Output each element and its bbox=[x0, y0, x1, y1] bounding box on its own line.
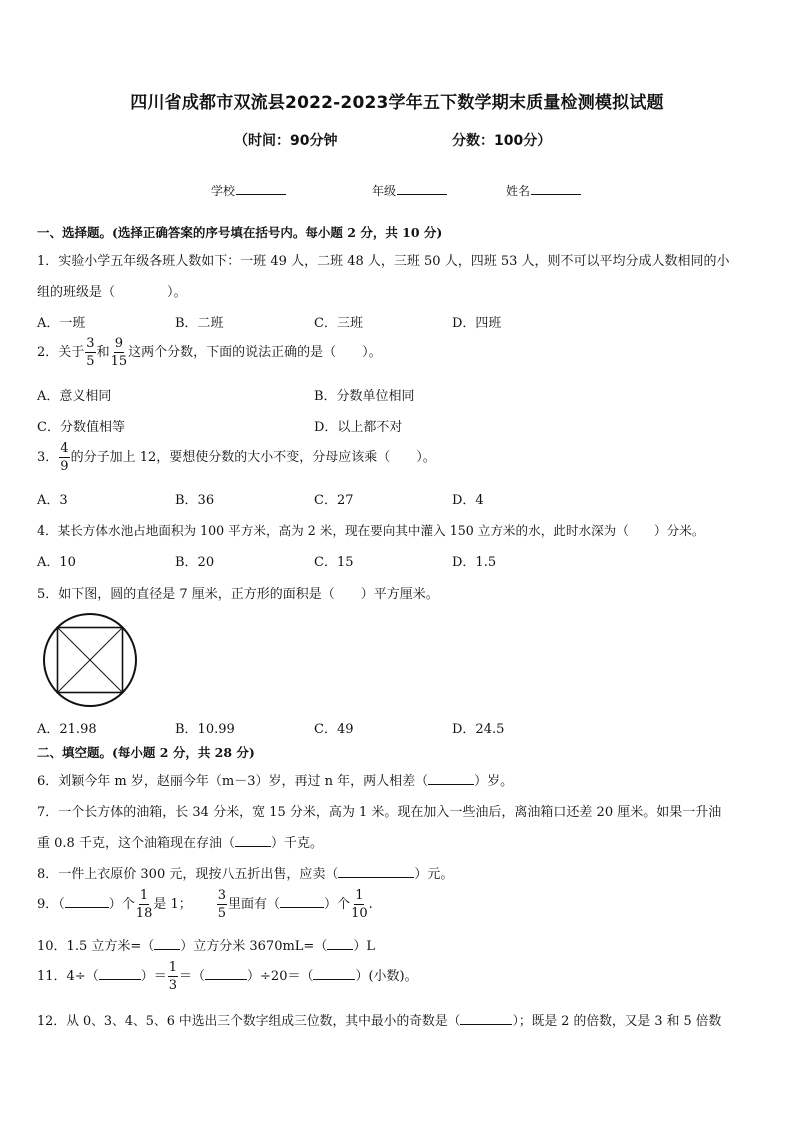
q9-text: ）个 bbox=[108, 897, 135, 912]
q11-stem bbox=[37, 961, 418, 992]
school-field bbox=[211, 182, 286, 199]
q2-stem bbox=[37, 337, 382, 368]
q2-prefix: 2．关于 bbox=[37, 345, 85, 360]
q9-text: 是 1； bbox=[153, 897, 192, 912]
q2-suffix: 这两个分数，下面的说法正确的是（ ）。 bbox=[128, 345, 382, 360]
q7-answer-blank[interactable] bbox=[235, 834, 271, 847]
q9-fraction-3 bbox=[351, 889, 368, 920]
q7-text: 重 0.8 千克，这个油箱现在存油（ bbox=[37, 836, 235, 851]
q2-option-b: B．分数单位相同 bbox=[314, 389, 415, 404]
q3-stem bbox=[37, 442, 436, 473]
q7-line1: 7．一个长方体的油箱，长 34 分米，宽 15 分米，高为 1 米。现在加入一些油后，离油箱口还差 20 厘米。如果一升油 bbox=[37, 805, 722, 820]
q3-option-c: C．27 bbox=[314, 493, 354, 508]
fraction-denominator: 9 bbox=[60, 459, 69, 474]
section-2-heading: 二、填空题。(每小题 2 分，共 28 分) bbox=[37, 745, 255, 760]
q8-text: 8．一件上衣原价 300 元，现按八五折出售，应卖（ bbox=[37, 867, 339, 882]
q7-line2 bbox=[37, 832, 323, 851]
name-label: 姓名 bbox=[506, 184, 531, 198]
q6-suffix: ）岁。 bbox=[474, 774, 514, 789]
q3-option-b: B．36 bbox=[175, 493, 215, 508]
q4-option-d: D．1.5 bbox=[452, 555, 497, 570]
q11-answer-blank-1[interactable] bbox=[99, 967, 141, 980]
q8-answer-blank[interactable] bbox=[338, 865, 414, 878]
q3-option-a: A．3 bbox=[37, 493, 68, 508]
q10-stem bbox=[37, 935, 375, 954]
q10-answer-blank-1[interactable] bbox=[154, 937, 180, 950]
q9-fraction-1 bbox=[136, 889, 153, 920]
q11-text: ）(小数)。 bbox=[355, 969, 418, 984]
fraction-numerator: 1 bbox=[168, 960, 178, 975]
q3-option-d: D．4 bbox=[452, 493, 484, 508]
q3-suffix: 的分子加上 12，要想使分数的大小不变，分母应该乘（ ）。 bbox=[70, 450, 436, 465]
q1-option-a: A．一班 bbox=[37, 316, 86, 331]
q2-and: 和 bbox=[96, 345, 110, 360]
q1-line2: 组的班级是（ ）。 bbox=[37, 285, 187, 300]
q5-stem: 5．如下图，圆的直径是 7 厘米，正方形的面积是（ ）平方厘米。 bbox=[37, 587, 439, 602]
q2-option-d: D．以上都不对 bbox=[314, 420, 403, 435]
q12-stem bbox=[37, 1010, 721, 1029]
fraction-denominator: 3 bbox=[168, 978, 178, 993]
school-blank[interactable] bbox=[236, 183, 286, 195]
grade-label: 年级 bbox=[372, 184, 397, 198]
q5-option-d: D．24.5 bbox=[452, 722, 505, 737]
q12-answer-blank[interactable] bbox=[460, 1012, 512, 1025]
fraction-numerator: 1 bbox=[139, 888, 149, 903]
section-1-heading: 一、选择题。(选择正确答案的序号填在括号内。每小题 2 分，共 10 分) bbox=[37, 225, 443, 240]
fraction-numerator: 9 bbox=[114, 336, 123, 351]
name-field bbox=[506, 182, 581, 199]
q11-text: ＝（ bbox=[179, 969, 206, 984]
q2-fraction-2 bbox=[111, 337, 128, 368]
fraction-numerator: 1 bbox=[355, 888, 364, 903]
q3-fraction bbox=[59, 442, 69, 473]
fraction-numerator: 3 bbox=[217, 888, 227, 903]
circle-square-figure bbox=[42, 612, 138, 708]
fraction-denominator: 18 bbox=[135, 906, 153, 921]
q9-fraction-2 bbox=[217, 889, 227, 920]
q9-stem bbox=[37, 889, 373, 920]
fraction-numerator: 4 bbox=[60, 441, 69, 456]
q6-stem bbox=[37, 770, 513, 789]
q9-text: ）个 bbox=[324, 897, 351, 912]
fraction-denominator: 15 bbox=[110, 354, 128, 369]
q6-text: 6．刘颖今年 m 岁，赵丽今年（m－3）岁，再过 n 年，两人相差（ bbox=[37, 774, 429, 789]
q9-answer-blank-1[interactable] bbox=[65, 895, 109, 908]
q11-text: 11．4÷（ bbox=[37, 969, 99, 984]
q1-line1: 1．实验小学五年级各班人数如下：一班 49 人，二班 48 人，三班 50 人，四班 53 人，则不可以平均分成人数相同的小 bbox=[37, 254, 730, 269]
fraction-denominator: 10 bbox=[351, 906, 368, 921]
q11-answer-blank-3[interactable] bbox=[313, 967, 355, 980]
q11-fraction bbox=[168, 961, 178, 992]
q8-suffix: ）元。 bbox=[414, 867, 454, 882]
exam-time: （时间：90分钟 bbox=[234, 133, 338, 149]
q10-text: 10．1.5 立方米=（ bbox=[37, 939, 155, 954]
q5-option-b: B．10.99 bbox=[175, 722, 235, 737]
fraction-numerator: 3 bbox=[86, 336, 95, 351]
grade-blank[interactable] bbox=[397, 183, 447, 195]
q9-answer-blank-2[interactable] bbox=[280, 895, 324, 908]
q1-option-c: C．三班 bbox=[314, 316, 363, 331]
q2-fraction-1 bbox=[85, 337, 95, 368]
q7-suffix: ）千克。 bbox=[270, 836, 323, 851]
fraction-denominator: 5 bbox=[86, 354, 95, 369]
q4-option-b: B．20 bbox=[175, 555, 215, 570]
q2-option-a: A．意义相同 bbox=[37, 389, 112, 404]
q5-option-c: C．49 bbox=[314, 722, 354, 737]
q6-answer-blank[interactable] bbox=[428, 772, 474, 785]
q2-option-c: C．分数值相等 bbox=[37, 420, 125, 435]
page-title: 四川省成都市双流县2022-2023学年五下数学期末质量检测模拟试题 bbox=[130, 93, 664, 113]
q4-stem: 4．某长方体水池占地面积为 100 平方米，高为 2 米，现在要向其中灌入 150 立方米的水，此时水深为（ ）分米。 bbox=[37, 523, 705, 538]
q11-text: ）÷20＝（ bbox=[247, 969, 314, 984]
q9-text: . bbox=[368, 897, 373, 912]
q9-text: 里面有（ bbox=[228, 897, 281, 912]
q5-option-a: A．21.98 bbox=[37, 722, 97, 737]
q4-option-a: A．10 bbox=[37, 555, 76, 570]
q4-option-c: C．15 bbox=[314, 555, 354, 570]
q1-option-b: B．二班 bbox=[175, 316, 224, 331]
q10-answer-blank-2[interactable] bbox=[327, 937, 353, 950]
q10-text: ）立方分米 3670mL=（ bbox=[180, 939, 328, 954]
exam-score: 分数：100分） bbox=[452, 133, 552, 149]
name-blank[interactable] bbox=[531, 183, 581, 195]
q3-prefix: 3． bbox=[37, 450, 59, 465]
q12-text: ）；既是 2 的倍数，又是 3 和 5 倍数 bbox=[512, 1014, 722, 1029]
q9-text: 9．（ bbox=[37, 897, 65, 912]
q8-stem bbox=[37, 863, 453, 882]
school-label: 学校 bbox=[211, 184, 236, 198]
q12-text: 12．从 0、3、4、5、6 中选出三个数字组成三位数，其中最小的奇数是（ bbox=[37, 1014, 461, 1029]
fraction-denominator: 5 bbox=[217, 906, 227, 921]
q11-text: ）＝ bbox=[140, 969, 167, 984]
grade-field bbox=[372, 182, 447, 199]
q1-option-d: D．四班 bbox=[452, 316, 502, 331]
q10-text: ）L bbox=[353, 939, 375, 954]
q11-answer-blank-2[interactable] bbox=[205, 967, 247, 980]
